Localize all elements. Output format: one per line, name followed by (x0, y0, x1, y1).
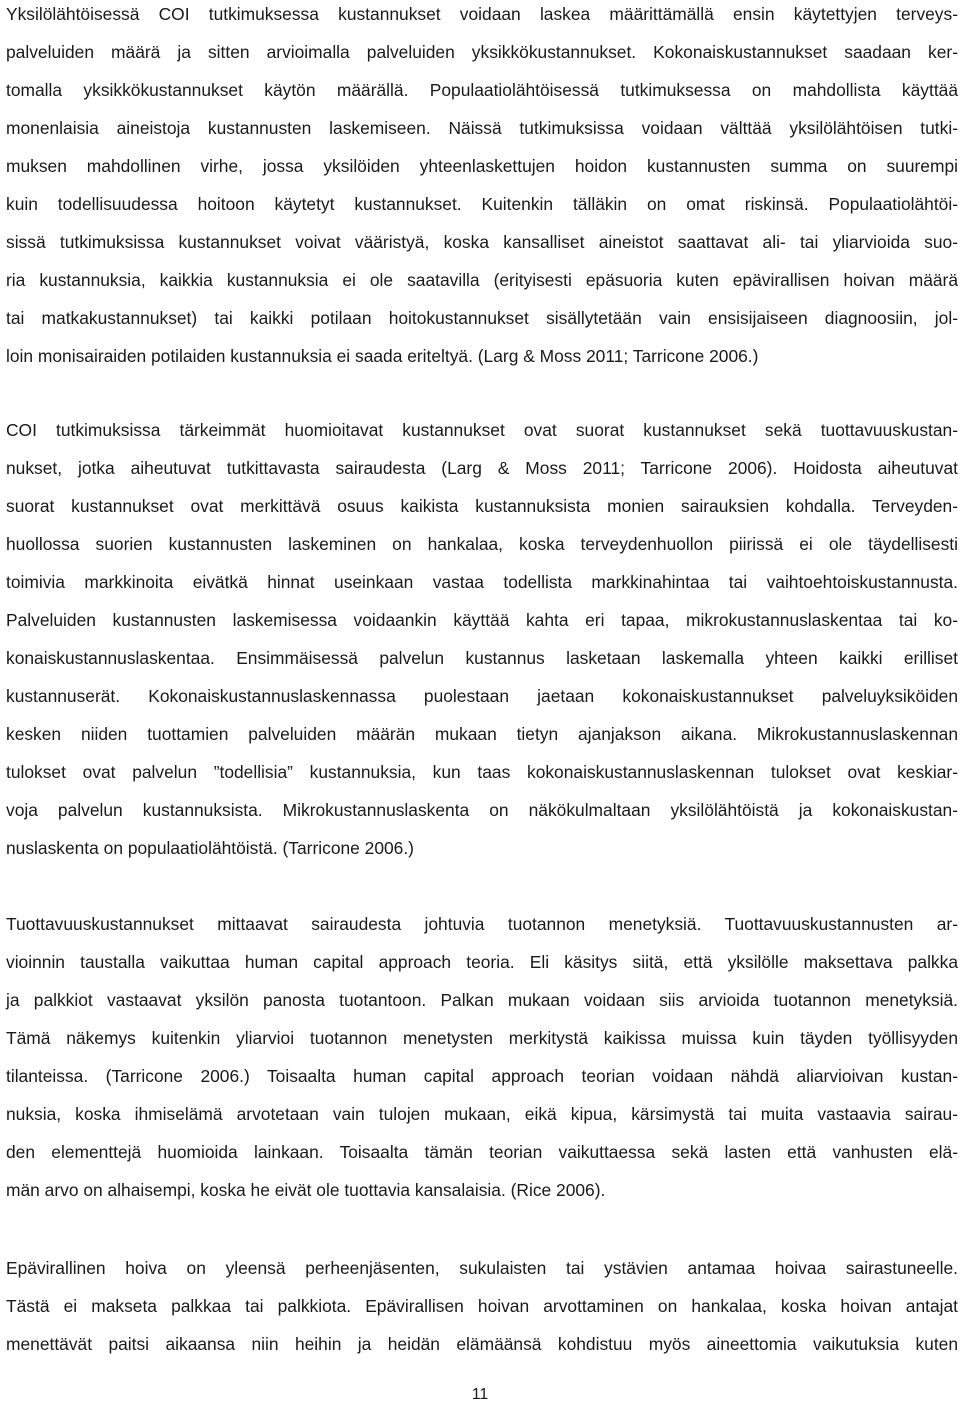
text-line: vioinnin taustalla vaikuttaa human capital approach teoria. Eli käsitys siitä, että yksilölle maksettava palkka (6, 952, 958, 972)
text-line: tilanteissa. (Tarricone 2006.) Toisaalta human capital approach teorian voidaan nähdä aliarvioivan kustan- (6, 1066, 958, 1086)
text-line: kustannuserät. Kokonaiskustannuslaskennassa puolestaan jaetaan kokonaiskustannukset palveluyksiköiden (6, 686, 958, 706)
text-line: män arvo on alhaisempi, koska he eivät ole tuottavia kansalaisia. (Rice 2006). (6, 1180, 606, 1200)
text-line: nukset, jotka aiheutuvat tutkittavasta sairaudesta (Larg & Moss 2011; Tarricone 2006). Hoidosta aiheutuvat (6, 458, 958, 478)
text-line: konaiskustannuslaskentaa. Ensimmäisessä palvelun kustannus lasketaan laskemalla yhteen kaikki erilliset (6, 648, 958, 668)
text-line: tomalla yksikkökustannukset käytön määrällä. Populaatiolähtöisessä tutkimuksessa on mahdollista käyttää (6, 80, 958, 100)
text-line: Tämä näkemys kuitenkin yliarvioi tuotannon menetysten merkitystä kaikissa muissa kuin täyden työllisyyden (6, 1028, 958, 1048)
text-line: COI tutkimuksissa tärkeimmät huomioitavat kustannukset ovat suorat kustannukset sekä tuottavuuskustan- (6, 420, 958, 440)
text-line: Epävirallinen hoiva on yleensä perheenjäsenten, sukulaisten tai ystävien antamaa hoivaa sairastuneelle. (6, 1258, 958, 1278)
text-line: menettävät paitsi aikaansa niin heihin ja heidän elämäänsä kohdistuu myös aineettomia vaikutuksia kuten (6, 1334, 958, 1354)
text-line: den elementtejä huomioida lainkaan. Toisaalta tämän teorian vaikuttaessa sekä lasten että vanhusten elä- (6, 1142, 958, 1162)
text-line: kuin todellisuudessa hoitoon käytetyt kustannukset. Kuitenkin tälläkin on omat riskinsä. Populaatiolähtöi- (6, 194, 958, 214)
text-line: Palveluiden kustannusten laskemisessa voidaankin käyttää kahta eri tapaa, mikrokustannuslaskentaa tai ko- (6, 610, 958, 630)
text-line: Tästä ei makseta palkkaa tai palkkiota. Epävirallisen hoivan arvottaminen on hankalaa, koska hoivan antajat (6, 1296, 958, 1316)
text-line: palveluiden määrä ja sitten arvioimalla palveluiden yksikkökustannukset. Kokonaiskustannukset saadaan ker- (6, 42, 958, 62)
page-number: 11 (471, 1386, 489, 1403)
text-line: tulokset ovat palvelun ”todellisia” kustannuksia, kun taas kokonaiskustannuslaskennan tulokset ovat keskiar- (6, 762, 958, 782)
text-line: toimivia markkinoita eivätkä hinnat useinkaan vastaa todellista markkinahintaa tai vaihtoehtoiskustannusta. (6, 572, 958, 592)
text-line: monenlaisia aineistoja kustannusten laskemiseen. Näissä tutkimuksissa voidaan välttää yksilölähtöisen tutki- (6, 118, 958, 138)
text-line: sissä tutkimuksissa kustannukset voivat vääristyä, koska kansalliset aineistot saattavat ali- tai yliarvioida suo- (6, 232, 958, 252)
text-line: kesken niiden tuottamien palveluiden määrän mukaan tietyn ajanjakson aikana. Mikrokustannuslaskennan (6, 724, 958, 744)
text-line: voja palvelun kustannuksista. Mikrokustannuslaskenta on näkökulmaltaan yksilölähtöistä ja kokonaiskustan- (6, 800, 958, 820)
text-line: huollossa suorien kustannusten laskeminen on hankalaa, koska terveydenhuollon piirissä ei ole täydellisesti (6, 534, 958, 554)
text-line: suorat kustannukset ovat merkittävä osuus kaikista kustannuksista monien sairauksien kohdalla. Terveyden- (6, 496, 958, 516)
text-line: nuslaskenta on populaatiolähtöistä. (Tarricone 2006.) (6, 838, 414, 858)
text-line: nuksia, koska ihmiselämä arvotetaan vain tulojen mukaan, eikä kipua, kärsimystä tai muita vastaavia sairau- (6, 1104, 958, 1124)
text-line: loin monisairaiden potilaiden kustannuksia ei saada eriteltyä. (Larg & Moss 2011; Tarricone 2006.) (6, 346, 759, 366)
text-line: tai matkakustannukset) tai kaikki potilaan hoitokustannukset sisällytetään vain ensisijaiseen diagnoosiin, jol- (6, 308, 958, 328)
text-line: Tuottavuuskustannukset mittaavat sairaudesta johtuvia tuotannon menetyksiä. Tuottavuuskustannusten ar- (6, 914, 958, 934)
text-line: Yksilölähtöisessä COI tutkimuksessa kustannukset voidaan laskea määrittämällä ensin käytettyjen terveys- (6, 4, 958, 24)
text-line: ria kustannuksia, kaikkia kustannuksia ei ole saatavilla (erityisesti epäsuoria kuten epävirallisen hoivan määrä (6, 270, 958, 290)
text-line: muksen mahdollinen virhe, jossa yksilöiden yhteenlaskettujen hoidon kustannusten summa on suurempi (6, 156, 958, 176)
text-line: ja palkkiot vastaavat yksilön panosta tuotantoon. Palkan mukaan voidaan siis arvioida tuotannon menetyksiä. (6, 990, 958, 1010)
